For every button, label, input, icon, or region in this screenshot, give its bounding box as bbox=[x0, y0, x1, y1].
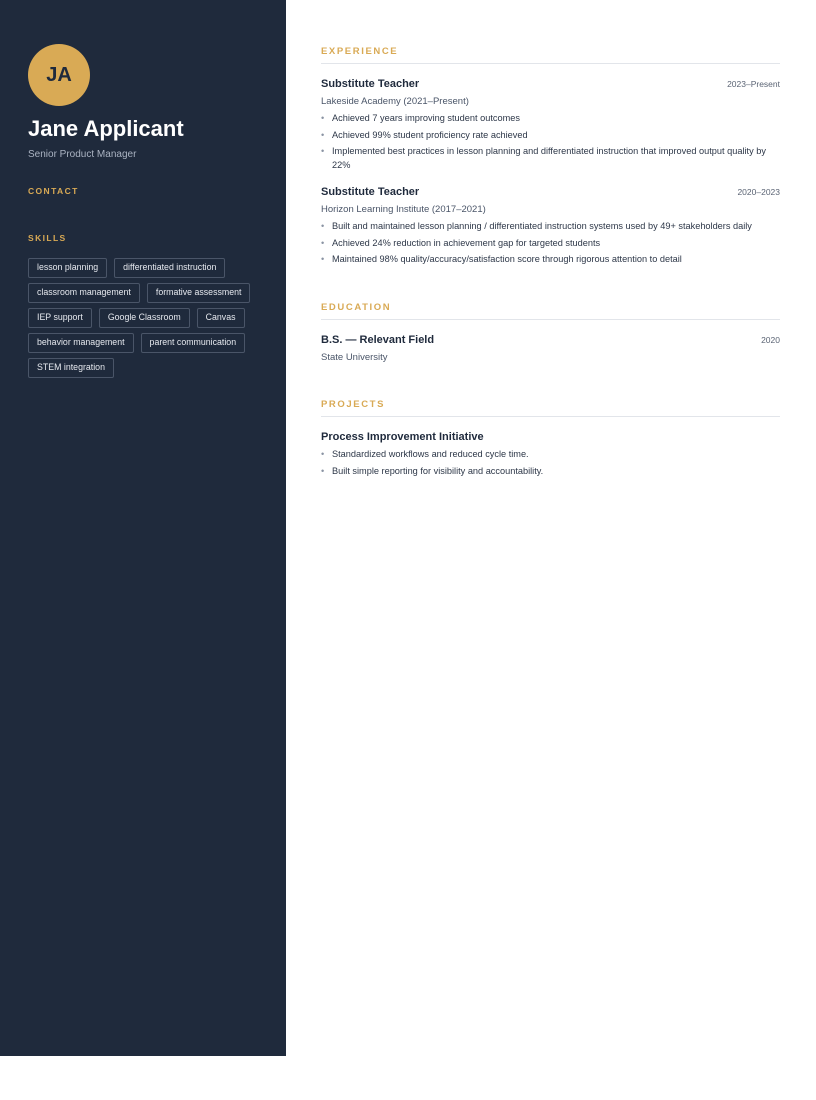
avatar bbox=[28, 44, 90, 106]
bullet-item: • Built and maintained lesson planning / differentiated instruction systems used by 49+ stakeholders daily bbox=[321, 219, 780, 233]
education-section bbox=[321, 302, 780, 363]
bullet-item: • Achieved 24% reduction in achievement gap for targeted students bbox=[321, 236, 780, 250]
job-organization: Lakeside Academy (2021–Present) bbox=[321, 96, 469, 107]
job-title: Substitute Teacher bbox=[321, 186, 420, 198]
bullet-item: • Achieved 7 years improving student outcomes bbox=[321, 111, 780, 125]
job-bullets bbox=[321, 111, 780, 172]
skill-tag: STEM integration bbox=[28, 358, 114, 378]
skill-tag: behavior management bbox=[28, 333, 134, 353]
candidate-title: Senior Product Manager bbox=[28, 149, 137, 160]
degree-title: B.S. — Relevant Field bbox=[321, 334, 435, 346]
skills-list bbox=[28, 258, 260, 378]
bullet-item: • Built simple reporting for visibility and accountability. bbox=[321, 464, 780, 478]
skill-tag: parent communication bbox=[141, 333, 246, 353]
skill-tag: lesson planning bbox=[28, 258, 107, 278]
skill-tag: Google Classroom bbox=[99, 308, 190, 328]
job-entry bbox=[321, 78, 780, 172]
bullet-item: • Standardized workflows and reduced cycle time. bbox=[321, 447, 780, 461]
project-title: Process Improvement Initiative bbox=[321, 431, 484, 443]
job-bullets bbox=[321, 219, 780, 266]
school-name: State University bbox=[321, 352, 388, 363]
degree-year: 2020 bbox=[761, 335, 780, 345]
experience-section bbox=[321, 46, 780, 266]
skill-tag: Canvas bbox=[197, 308, 245, 328]
skill-tag: IEP support bbox=[28, 308, 92, 328]
contact-heading: CONTACT bbox=[28, 186, 79, 196]
job-dates: 2020–2023 bbox=[737, 187, 780, 197]
bullet-item: • Achieved 99% student proficiency rate achieved bbox=[321, 128, 780, 142]
experience-heading: EXPERIENCE bbox=[321, 46, 780, 64]
skill-tag: classroom management bbox=[28, 283, 140, 303]
skill-tag: formative assessment bbox=[147, 283, 251, 303]
job-entry bbox=[321, 186, 780, 266]
main-content bbox=[286, 0, 816, 1056]
project-entry bbox=[321, 431, 780, 478]
skills-heading: SKILLS bbox=[28, 233, 67, 243]
job-title: Substitute Teacher bbox=[321, 78, 420, 90]
sidebar bbox=[0, 0, 286, 1056]
bullet-item: • Maintained 98% quality/accuracy/satisfaction score through rigorous attention to detail bbox=[321, 252, 780, 266]
projects-section bbox=[321, 399, 780, 478]
bullet-item: • Implemented best practices in lesson planning and differentiated instruction that improved output quality by 22% bbox=[321, 144, 780, 172]
avatar-initials: JA bbox=[46, 63, 72, 86]
education-heading: EDUCATION bbox=[321, 302, 780, 320]
job-dates: 2023–Present bbox=[727, 79, 780, 89]
skill-tag: differentiated instruction bbox=[114, 258, 225, 278]
job-organization: Horizon Learning Institute (2017–2021) bbox=[321, 204, 486, 215]
education-entry bbox=[321, 334, 780, 363]
candidate-name: Jane Applicant bbox=[28, 116, 184, 141]
project-bullets bbox=[321, 447, 780, 478]
projects-heading: PROJECTS bbox=[321, 399, 780, 417]
